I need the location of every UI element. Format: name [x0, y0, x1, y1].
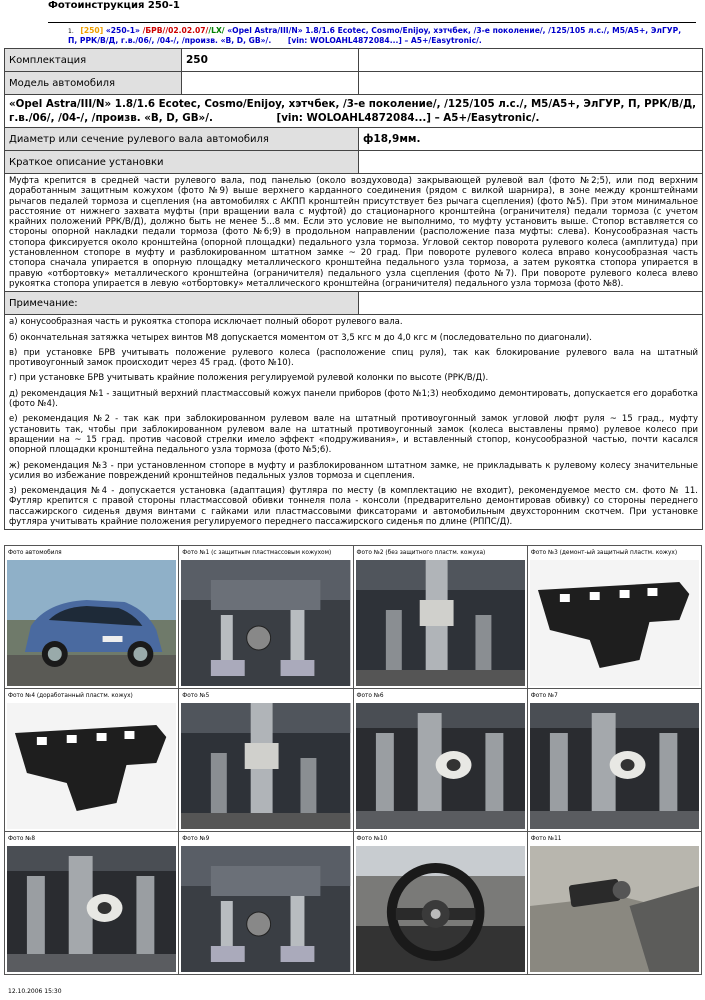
- diameter-label: Диаметр или сечение рулевого вала автомобиля: [5, 128, 359, 151]
- photo-caption: Фото №7: [530, 693, 558, 699]
- spec-table: [4, 48, 703, 530]
- code-date: /02.02.07/: [165, 26, 209, 35]
- list-number: 1.: [68, 28, 74, 35]
- header-model-text: «Opel Astra/III/N» 1.8/1.6 Ecotec, Cosmo/Enijoy, хэтчбек, /3-е поколение/, /125/105 л.с./, M5/A5+, ЭлГУР, П, РРК/В/Д, г.в./06/, /04-/, /произв. «B, D, GB»/.: [68, 26, 682, 45]
- photo-caption: Фото №11: [530, 836, 562, 842]
- description-text: Муфта крепится в средней части рулевого вала, под панелью (около воздуховода) закрывающей рулевой вал (фото №2;5), или под верхним доработанным защитным кожухом (фото №9) выше верхнего карданного соединения (рядом с вилкой шарнира), в зоне между кронштейнами рычагов педалей тормоза и сцепления (на автомобилях с АКПП кронштейн присутствует без рычага сцепления) (фото №5). При этом минимальное расстояние от нижнего захвата муфты (при вращении вала с муфтой) до стационарного кронштейна (ограничителя) педали тормоза (с учетом крайних положений РРК/В/Д), должно быть не менее 5...8 мм. Если это условие не выполнимо, то муфту установить выше. Стопор вставляется со стороны опорной накладки педали тормоза (фото №6;9) в продольном направлении (расположение паза муфты: слева). Конусообразная часть стопора фиксируется около кронштейна (опорной площадки) педального узла тормоза. Угловой сектор поворота рулевого колеса (амплитуда) при установленном стопоре в муфту и разблокированном штатном замке ~ 20 град. При повороте рулевого колеса вправо конусообразная часть стопора сначала упирается в опорную площадку металлического кронштейна педального узла тормоза, а затем рукоятка стопора упирается в правую «отбортовку» металлического кронштейна (ограничителя) педального узла сцепления (фото №7). При повороте рулевого колеса влево рукоятка стопора упирается в левую «отбортовку» металлического кронштейна (ограничителя) педального узла тормоза (фото №8).: [5, 174, 703, 292]
- photo-cell: [179, 832, 353, 975]
- photo-caption: Фото №9: [182, 836, 210, 842]
- empty-cell: [359, 72, 703, 95]
- model-vin: [vin: WOLOAHL4872084...] – A5+/Easytronic/.: [276, 112, 540, 124]
- code-250-1: «250-1»: [105, 26, 140, 35]
- photo-caption: Фото №5: [182, 693, 210, 699]
- photo-cell: [527, 546, 701, 689]
- lock-photo: [356, 703, 525, 829]
- komplektacia-label: Комплектация: [5, 49, 182, 72]
- notes-list: [5, 315, 703, 530]
- header-vin: [vin: WOLOAHL4872084...] – A5+/Easytronic/.: [287, 36, 482, 45]
- note-item: г) при установке БРВ учитывать крайние положения регулируемой рулевой колонки по высоте (РРК/В/Д).: [9, 373, 489, 384]
- note-item: а) конусообразная часть и рукоятка стопора исключает полный оборот рулевого вала.: [9, 317, 403, 328]
- title-divider: [48, 22, 696, 23]
- photo-caption: Фото №4 (доработанный пластм. кожух): [8, 693, 133, 699]
- cover-photo: [530, 560, 699, 686]
- code-250: [250]: [80, 26, 104, 35]
- document-title: Фотоинструкция 250-1: [48, 0, 180, 11]
- footer-timestamp: 12.10.2006 15:30: [8, 988, 62, 995]
- code-brv: /БРВ/: [142, 26, 166, 35]
- shaft-photo: [181, 703, 350, 829]
- photo-caption: Фото №8: [8, 836, 36, 842]
- photo-caption: Фото №2 (без защитного пластм. кожуха): [356, 550, 486, 556]
- model-label: Модель автомобиля: [5, 72, 182, 95]
- photo-cell: [353, 689, 527, 832]
- photo-caption: Фото №6: [356, 693, 384, 699]
- photo-cell: [527, 689, 701, 832]
- wheel-photo: [356, 846, 525, 972]
- komplektacia-value: 250: [182, 49, 359, 72]
- photo-grid: [4, 545, 702, 975]
- model-full: [5, 95, 703, 128]
- photo-cell: [5, 832, 179, 975]
- photo-caption: Фото №10: [356, 836, 388, 842]
- product-header: [68, 26, 692, 45]
- photo-cell: [179, 546, 353, 689]
- photo-cell: [179, 689, 353, 832]
- note-item: в) при установке БРВ учитывать положение рулевого колеса (расположение спиц руля), так как блокирование рулевого вала на штатный противоугонный замок происходит через 45 град. (фото №10).: [9, 347, 698, 369]
- note-item: е) рекомендация №2 - так как при заблокированном рулевом вале на штатный противоугонный замок угловой люфт руля ~ 15 град., муфту установить так, чтобы при заблокированном рулевом вале на штатный противоугонный замок (колеса выставлены прямо) рулевое колесо при вращении на ~ 15 град. против часовой стрелки имело эффект «подруживания», и вставленный стопор, конусообразной частью, почти касался опорной площадки кронштейна педального узла тормоза (фото №5;6).: [9, 414, 698, 456]
- note-label: Примечание:: [5, 292, 359, 315]
- lock-photo: [7, 846, 176, 972]
- photo-caption: Фото №1 (с защитным пластмассовым кожухом): [182, 550, 332, 556]
- photo-caption: Фото автомобиля: [8, 550, 62, 556]
- pedals-photo: [181, 560, 350, 686]
- car-photo: [7, 560, 176, 686]
- photo-cell: [5, 689, 179, 832]
- note-item: з) рекомендация №4 - допускается установка (адаптация) футляра по месту (в комплектацию не входит), рекомендуемое место см. фото № 11. Футляр крепится с правой стороны пластмассовой обивки тоннеля пола - консоли (предварительно демонтировав обивку) со стороны переднего пассажирского сиденья двумя винтами с гайками или пластмассовыми фиксаторами и автомобильным двухсторонним скотчем. При установке футляра учитывать крайние положения регулируемого переднего пассажирского сиденья по длине (РППС/Д).: [9, 486, 698, 528]
- code-lx: /LX/: [208, 26, 225, 35]
- cover-photo: [7, 703, 176, 829]
- photo-caption: Фото №3 (демонт-ый защитный пластм. кожух): [530, 550, 678, 556]
- photo-cell: [527, 832, 701, 975]
- model-description: «Opel Astra/III/N» 1.8/1.6 Ecotec, Cosmo/Enijoy, хэтчбек, /3-е поколение/, /125/105 л.с./, M5/A5+, ЭлГУР, П, РРК/В/Д, г.в./06/, /04-/, /произв. «B, D, GB»/.: [9, 98, 697, 124]
- empty-cell: [359, 49, 703, 72]
- note-item: ж) рекомендация №3 - при установленном стопоре в муфту и разблокированном штатном замке, не прикладывать к рулевому колесу значительные усилия во избежание повреждений кронштейнов педальных узлов тормоза и сцепления.: [9, 460, 698, 481]
- empty-cell: [359, 292, 703, 315]
- description-label: Краткое описание установки: [5, 151, 359, 174]
- case-photo: [530, 846, 699, 972]
- empty-cell: [182, 72, 359, 95]
- photo-cell: [353, 546, 527, 689]
- shaft-photo: [356, 560, 525, 686]
- lock-photo: [530, 703, 699, 829]
- diameter-value: ф18,9мм.: [359, 128, 703, 151]
- photo-cell: [5, 546, 179, 689]
- empty-cell: [359, 151, 703, 174]
- pedals-photo: [181, 846, 350, 972]
- note-item: б) окончательная затяжка четырех винтов М8 допускается моментом от 3,5 кгс м до 4,0 кгс м (последовательно по диагонали).: [9, 332, 592, 343]
- photo-cell: [353, 832, 527, 975]
- note-item: д) рекомендация №1 - защитный верхний пластмассовый кожух панели приборов (фото №1;3) необходимо демонтировать, допускается его доработка (фото №4).: [9, 388, 698, 410]
